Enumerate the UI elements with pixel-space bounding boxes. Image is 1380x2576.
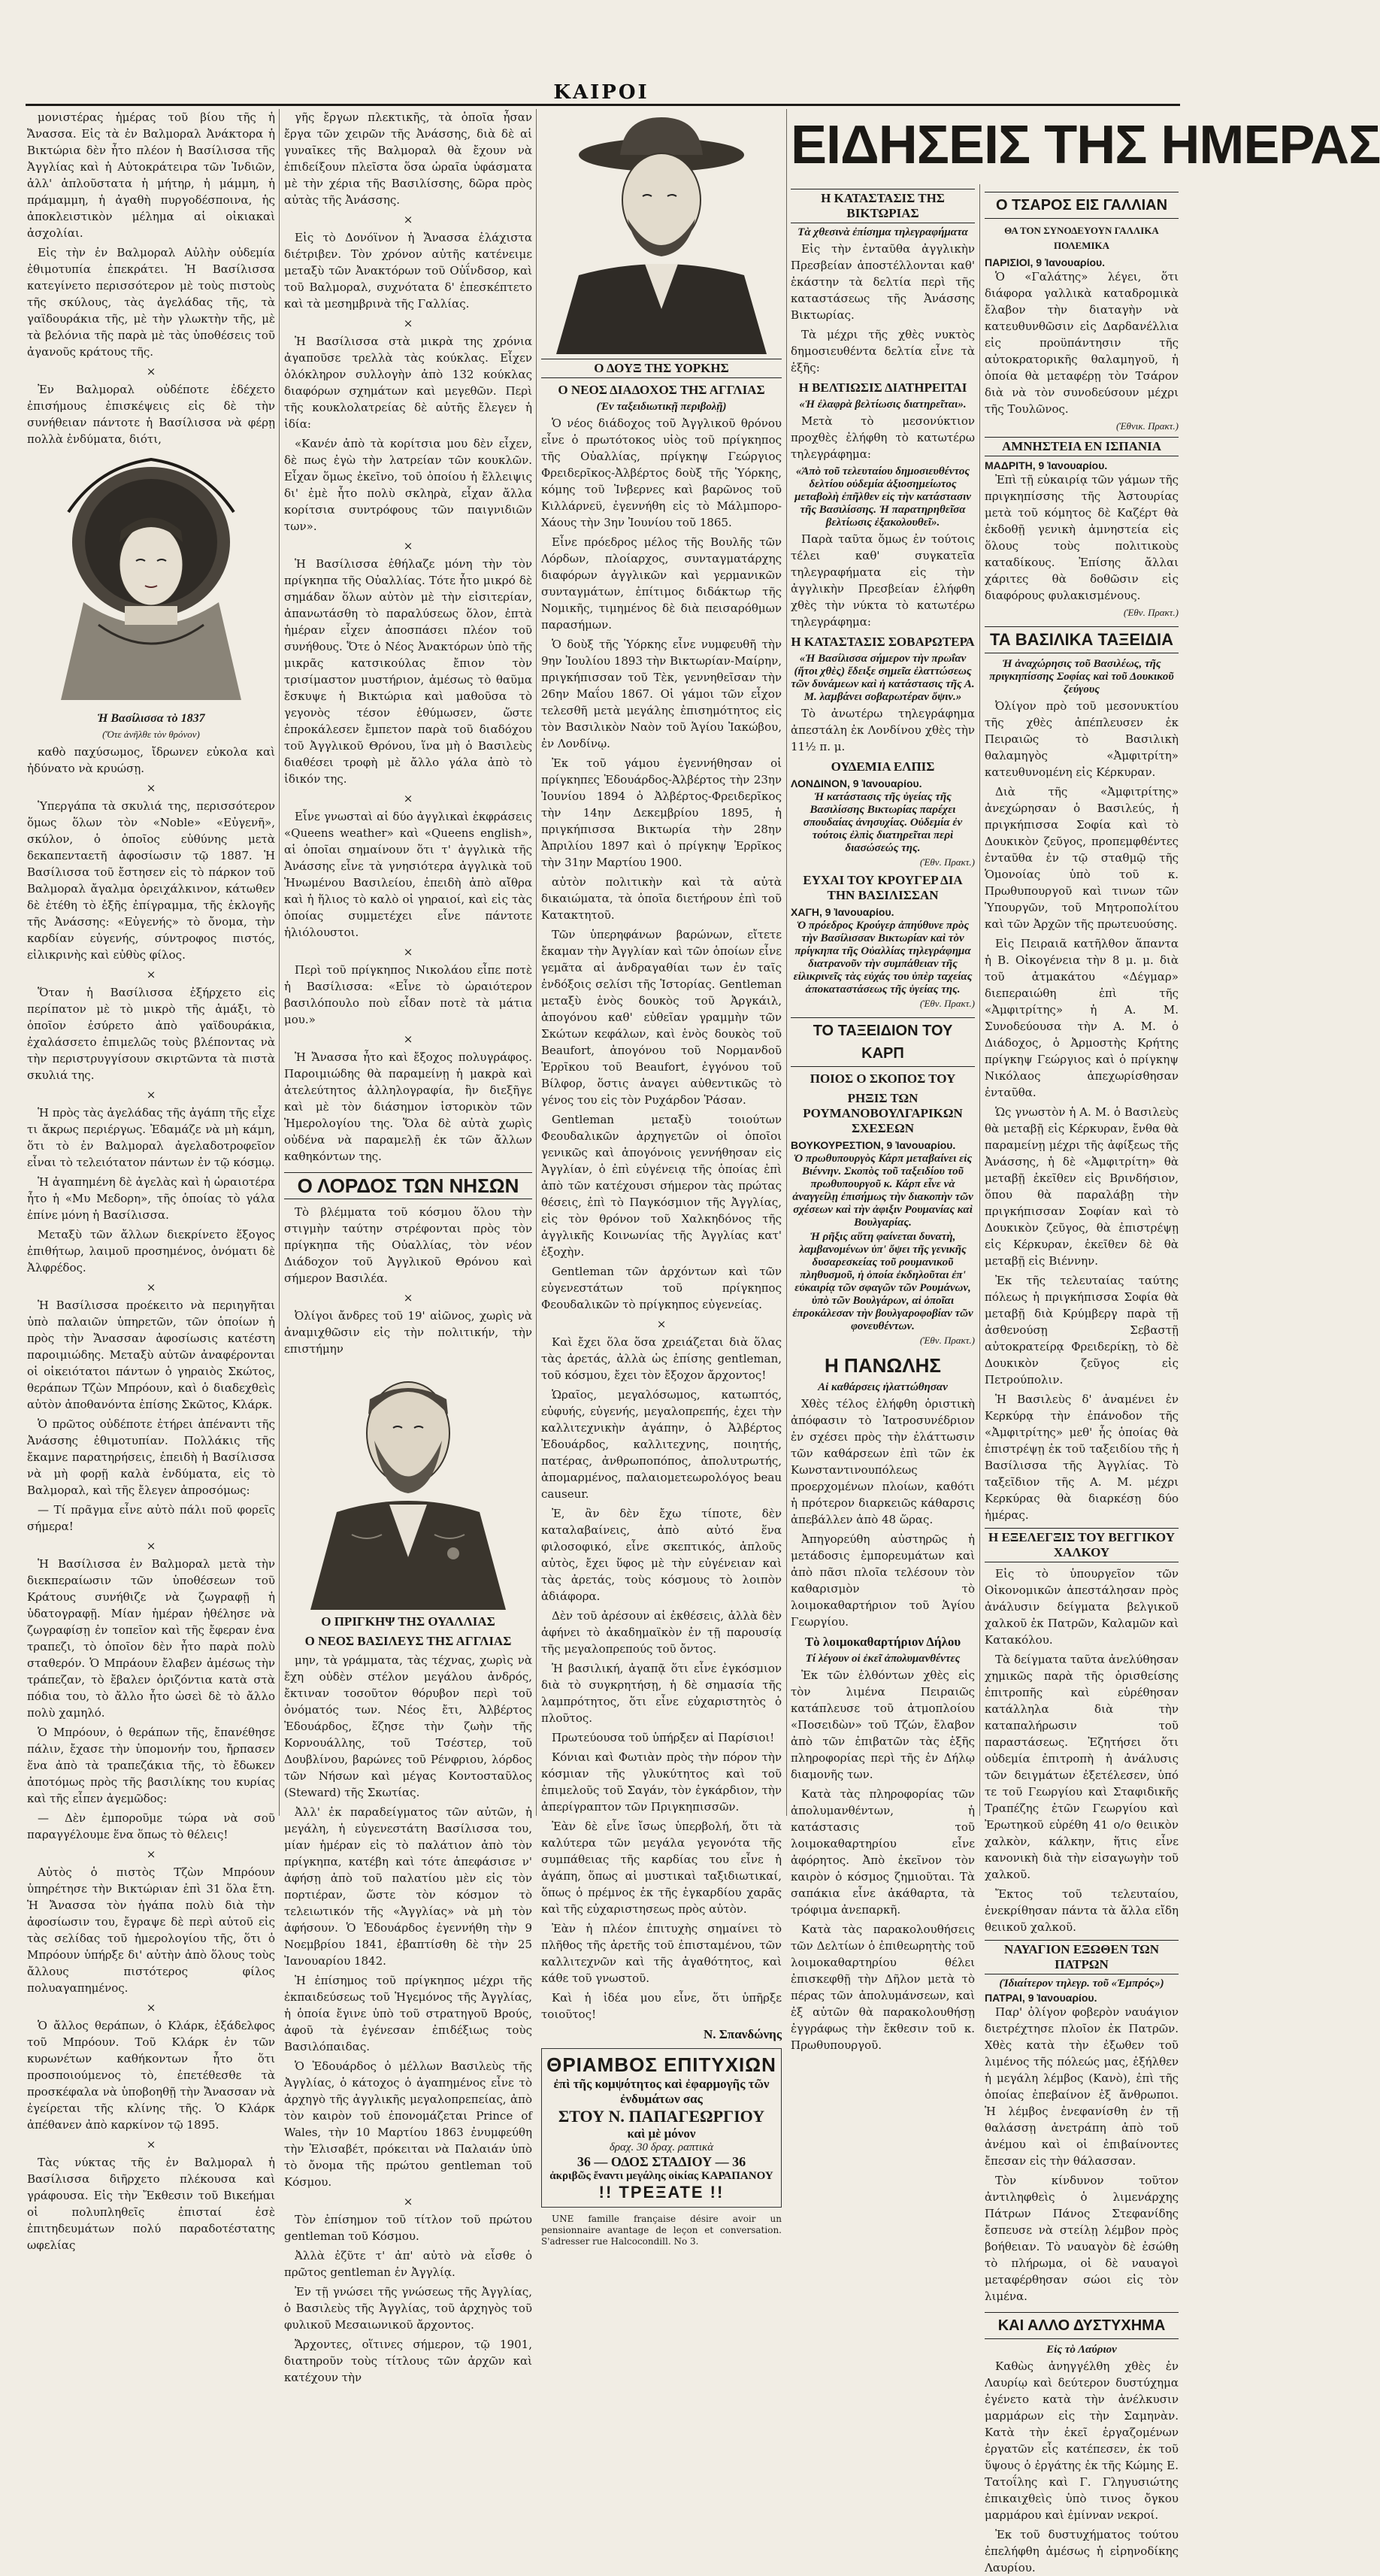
- article-paragraph: Ὑπεργάπα τὰ σκυλιά της, περισσότερον ὅμως ὅλων τὸν «Noble» «Εὐγενῆ», σκύλον, ὁ ὁποῖος εὑθύνης μετὰ δεκαπενταετῆ ἀφοσίωσιν τῷ 1887. Ἡ Βασίλισσα τοῦ ἔστησεν εἰς τὸ πάρκον τοῦ Βαλμοραλ ἄγαλμα ὀρειχάλκινον, κάτωθεν δὲ ἐτέθη τὸ ἑξῆς ἐπίγραμμα, τῆς ἐκλογῆς τῆς Ἀνάσσης: «Εὐγενής» τὸ ὄνομα, τὴν καρδίαν εὐγενής, σύντροφος πιστός, εἰλικρινὴς καὶ εὐθὺς φίλος.: [27, 799, 275, 962]
- prince-of-wales-portrait: [299, 1362, 517, 1610]
- source-credit: (Ἐθν. Πρακτ.): [919, 998, 975, 1009]
- article-paragraph: Πρωτεύουσα τοῦ ὑπήρξεν αἱ Παρίσιοι!: [552, 1731, 775, 1744]
- ad-tagline: ἐπὶ τῆς κομψότητος καὶ ἐφαρμογῆς τῶν ἐνδυμάτων σας: [553, 2077, 770, 2106]
- article-paragraph: γῆς ἔργων πλεκτικῆς, τὰ ὁποῖα ἦσαν ἔργα τῶν χειρῶν τῆς Ἀνάσσης, διὰ δὲ αἱ γυναῖκες τῆς Βαλμοραλ θὰ ἔχουν νὰ ἐπιδείξουν πλεῖστα ὅσα ὡραῖα ὑφάσματα μὲ τὴν χέρια τῆς Βασιλίσσης, δῶρα πρὸς αὐτὰς τῆς Ἀνάσσης.: [284, 111, 532, 207]
- article-paragraph: Ὁ ἄλλος θεράπων, ὁ Κλάρκ, ἐξάδελφος τοῦ Μπρόουν. Τοῦ Κλάρκ ἐν τῶν κυρωνέτων καθήκοντων ἦτο ὅτι προσποιούμενος τὸ, ἐπετέθεσθε τὰ προσκέφαλα νὰ ὑποβοηθῇ τὴν Ἄνασσαν νὰ ἐγείρεται τῆς κλίνης τῆς. Ὁ Κλάρκ ἀπέθανεν ἀπὸ καρκίνον τῷ 1895.: [27, 2019, 275, 2132]
- subheadline: Εἰς τὸ Λαύριον: [1046, 2344, 1117, 2356]
- article-paragraph: Ἡ πρὸς τὰς ἀγελάδας τῆς ἀγάπη τῆς εἶχε τι ἄκρως περιέργως. Ἐδαμάζε νὰ μὴ κάμη, ὅτι τὸ ἐν Βαλμοραλ ἀγελαδοτροφεῖον εἶναι τὸ τελειότατον πάντων ἐν τῷ κόσμῳ.: [27, 1106, 275, 1169]
- victoria-condition-headline: Η ΚΑΤΑΣΤΑΣΙΣ ΤΗΣ ΒΙΚΤΩΡΙΑΣ: [791, 189, 975, 223]
- ad-tailor-name: ΣΤΟΥ Ν. ΠΑΠΑΓΕΩΡΓΙΟΥ: [558, 2107, 765, 2126]
- section-separator: ×: [403, 1032, 413, 1046]
- article-paragraph: Εἰς τὸ ὑπουργεῖον τῶν Οἰκονομικῶν ἀπεστάλησαν πρὸς ἀνάλυσιν δείγματα βελγικοῦ χαλκοῦ ἐκ Πατρῶν, Καλαμῶν καὶ Κατακόλου.: [985, 1567, 1179, 1647]
- delos-quarantine-headline: Τὸ λοιμοκαθαρτήριον Δήλου: [804, 1635, 961, 1649]
- article-paragraph: Ὁ δοὺξ τῆς Ὑόρκης εἶνε νυμφευθῆ τὴν 9ην Ἰουλίου 1893 τὴν Βικτωρίαν-Μαίρην, πριγκήπισσαν τοῦ Τὲκ, γεννηθεῖσαν τὴν 26ην Μαΐου 1867. Οἱ γάμοι τῶν εἶχον τελεσθῆ μετὰ μεγάλης ἐπισημότητος εἰς τὸν Βασιλικὸν Ναὸν τοῦ Ἁγίου Ἰακώβου, ἐν Λονδίνῳ.: [541, 638, 782, 750]
- ad-headline: ΘΡΙΑΜΒΟΣ ΕΠΙΤΥΧΙΩΝ: [546, 2053, 776, 2076]
- copper-inspection-headline: Η ΕΞΕΛΕΓΞΙΣ ΤΟΥ ΒΕΓΓΙΚΟΥ ΧΑΛΚΟΥ: [985, 1528, 1179, 1562]
- dateline: ΛΟΝΔΙΝΟΝ, 9 Ἰανουαρίου.: [791, 777, 922, 789]
- article-paragraph: Ἐκ τῶν ἐλθόντων χθὲς εἰς τὸν λιμένα Πειραιῶς κατάπλευσε τοῦ ἀτμοπλοίου «Ποσειδὼν» τοῦ Τζών, ἔλαβον ἀπὸ τῶν ἐπιβατῶν τὰς ἑξῆς πληροφορίας περὶ τῆς ἐν Δήλῳ διαμονῆς των.: [791, 1668, 975, 1781]
- section-separator: ×: [146, 2138, 156, 2151]
- telegram-quote: «Ἡ Βασίλισσα σήμερον τὴν πρωΐαν (ἤτοι χθὲς) ἔδειξε σημεῖα ἐλαττώσεως τῶν δυνάμεων καὶ ἡ κατάστασις τῆς Α. Μ. λαμβάνει σοβαρωτέραν ὄψιν.»: [791, 653, 975, 703]
- article-paragraph: Ἄρχοντες, οἵτινες σήμερον, τῷ 1901, διατηροῦν τοὺς τίτλους τῶν ἀρχῶν καὶ κατέχουν τὴν: [284, 2338, 532, 2384]
- worsening-headline: Η ΚΑΤΑΣΤΑΣΙΣ ΣΟΒΑΡΩΤΕΡΑ: [791, 635, 975, 649]
- article-paragraph: Ὀλίγοι ἄνδρες τοῦ 19' αἰῶνος, χωρὶς νὰ ἀναμιχθῶσιν εἰς τὴν πολιτικήν, τὴν επιστήμην: [284, 1309, 532, 1356]
- article-paragraph: Ἐπὶ τῇ εὐκαιρίᾳ τῶν γάμων τῆς πριγκηπίσσης τῆς Ἀστουρίας μετὰ τοῦ κόμητος δὲ Καζέρτ θὰ ἐκδοθῇ γενικὴ ἀμνηστεία εἰς ὅλους τοὺς πολιτικοὺς καταδίκους. Ἐπίσης ἄλλαι χάριτες θὰ δοθῶσιν εἰς διαφόρους φυλακισμένους.: [985, 473, 1179, 602]
- news-of-the-day-banner: ΕΙΔΗΣΕΙΣ ΤΗΣ ΗΜΕΡΑΣ: [791, 115, 1380, 175]
- article-paragraph: «Κανέν ἀπὸ τὰ κορίτσια μου δὲν εἶχεν, δὲ πως ἐγὼ τὴν λατρείαν τῶν κουκλῶν. Εἶχαν ὅμως ἐκεῖνο, τοῦ ὁποίου ἡ ἔλλειψις δι' ἐμὲ ἦτο πολὺ σκληρὰ, εἶχαν ἄλλα κορίτσια συντρόφους τῶν παιγνιδιῶν των».: [284, 437, 532, 533]
- column-2: [284, 109, 532, 2384]
- article-paragraph: Ὡραῖος, μεγαλόσωμος, κατωπτός, εὐφυής, εὐγενής, μεγαλοπρεπής, ἐχει τὴν καλλιτεχνικὴν ἀγάπην, ὁ Ἀλβέρτος Ἐδουάρδος, καλλιτεχνης, ποιητής, πατέρας, ἀνθρωποπόπος, ἀπολυτρωτής, ἀπομαρμένος, παλαιομετεωρολόγος beau causeur.: [541, 1388, 782, 1501]
- article-paragraph: Τὰ δείγματα ταῦτα ἀνελύθησαν χημικῶς παρὰ τῆς ὁρισθείσης ἐπιτροπῆς καὶ εὑρέθησαν κατάλληλα διὰ τὴν καταπαλήρωσιν τοῦ παραστάσεως. Ἐζητήσει ὅτι οὐδεμία ἐπιτροπὴ ἡ ἀνάλυσις τῶν δειγμάτων ἐξετέλεσεν, ὑπό τε τοῦ Γεωργίου καὶ Σταφιδικῆς Τραπέζης ἐτῶν Γεωργίου καὶ Ἐρωτηκοῦ εὑρέθη 41 ο/ο θειικὸν χαλκὸν, κάλκην, ἥτις εἶνε κανονικὴ διὰ τὴν εἰσαγωγὴν τοῦ χαλκοῦ.: [985, 1653, 1179, 1881]
- dateline: ΧΑΓΗ, 9 Ἰανουαρίου.: [791, 906, 894, 918]
- article-paragraph: Κόνιαι καὶ Φωτιὰν πρὸς τὴν πόρον τὴν κόσμιαν τῆς γλυκύτητος καὶ τοῦ ἐπιμελοῦς τοῦ Σαγάν, τὸν ἐγκάρδιον, τὴν ἀπερίγραπτον τῶν Πριγκηπισσῶν.: [541, 1750, 782, 1814]
- article-paragraph: Ἡ ἐπίσημος τοῦ πρίγκηπος μέχρι τῆς ἐκπαιδεύσεως τοῦ Ἡγεμόνος τῆς Ἀγγλίας, ἡ ὁποία ἔγινε ὑπὸ τοῦ στρατηγοῦ Βρούς, ἀφοῦ τὰ ἐγένεσαν ἐπιδέξιως τοὺς Βασιλόπαιδας.: [284, 1974, 532, 2053]
- another-accident-headline: ΚΑΙ ΑΛΛΟ ΔΥΣΤΥΧΗΜΑ: [985, 2312, 1179, 2339]
- tsar-in-france-headline: Ο ΤΣΑΡΟΣ ΕΙΣ ΓΑΛΛΙΑΝ: [985, 192, 1179, 219]
- subheadline: Τί λέγουν οἱ ἐκεῖ ἀπολυμανθέντες: [805, 1653, 961, 1665]
- article-paragraph: Ὅταν ἡ Βασίλισσα ἐξήρχετο εἰς περίπατον μὲ τὸ μικρὸ τῆς ἁμάξι, τὸ ὁποῖον ἐσύρετο ἀπὸ γαϊδουράκια, ἐχαλάσσετο ἐπιμελῶς τοὺς βλέποντας νὰ τὴν περιστρυγγίσουν σκιρτῶντα τὰ πιστὰ σκυλιά της.: [27, 986, 275, 1082]
- portrait-caption: Ἡ Βασίλισσα τὸ 1837: [97, 712, 205, 725]
- article-paragraph: Ἡ Ἄνασσα ἦτο καὶ ἔξοχος πολυγράφος. Παροιμιώδης θὰ παραμείνῃ ἡ μακρὰ καὶ ἀτελεύτητος ἀλληλογραφία, ἣν διεξῆγε καὶ μὲ τὸν διάσημον ἱστορικὸν τῶν Ἡμερολογίου της. Ὅλα δὲ αὐτὰ χωρὶς οὐδένα νὰ παραμελῇ ἐκ τῶν ἄλλων καθηκόντων της.: [284, 1050, 532, 1163]
- section-separator: ×: [146, 1280, 156, 1294]
- article-paragraph: Εἶνε πρόεδρος μέλος τῆς Βουλῆς τῶν Λόρδων, πλοίαρχος, συνταγματάρχης διαφόρων ἀγγλικῶν καὶ γερμανικῶν συνταγμάτων, ἐπίτιμος διδάκτωρ τῆς Νομικῆς, τιμημένος δὲ διὰ πεισαρόθμων παρασήμων.: [541, 535, 782, 632]
- ad-only-text: καὶ μὲ μόνον: [627, 2126, 696, 2141]
- article-paragraph: Τὸν ἐπίσημον τοῦ τίτλον τοῦ πρώτου gentleman τοῦ Κόσμου.: [284, 2213, 532, 2243]
- column-1-victoria-article: [27, 109, 275, 2252]
- article-paragraph: Τὸν κίνδυνον τοῦτον ἀντιληφθεὶς ὁ λιμενάρχης Πάτρων Πάνος Στεφανίδης ἔσπευσε νὰ στείλῃ λέμβον πρὸς βοήθειαν. Τὸ ναυαγὸν δὲ ἐσώθη τὸ πλήρωμα, οἱ δὲ ναυαγοὶ μεταφέρθησαν σώοι εἰς τὸν λιμένα.: [985, 2174, 1179, 2303]
- travel-attire-caption: (Ἐν ταξειδιωτικῇ περιβολῇ): [596, 401, 727, 413]
- article-paragraph: Gentleman τῶν ἀρχόντων καὶ τῶν εὐγενεστάτων τοῦ πρίγκηπος Φεουδαλικῶν τὸ πρίγκηπος εὐγενείας.: [541, 1265, 782, 1311]
- article-paragraph: Παρὰ ταῦτα ὅμως ἐν τούτοις τέλει καθ' συγκατεῖα τηλεγραφήματα εἰς τὴν ἀγγλικὴν Πρεσβείαν ἐλήφθη χθὲς τὴν νύκτα τὸ κατωτέρω τηλεγράφημα:: [791, 532, 975, 629]
- telegram-quote: Ἡ κατάστασις τῆς ὑγείας τῆς Βασιλίσσης Βικτωρίας παρέχει σπουδαίας ἀνησυχίας. Οὐδεμία ἐν τούτοις ἐλπὶς διατηρεῖται περὶ διασώσεώς της.: [803, 791, 963, 854]
- ad-landmark: ἀκριβῶς ἔναντι μεγάλης οἰκίας ΚΑΡΑΠΑΝΟΥ: [549, 2170, 773, 2182]
- column-divider: [536, 109, 537, 1816]
- article-paragraph: Κατὰ τὰς παρακολουθήσεις τῶν Δελτίων ὁ ἐπιθεωρητὴς τοῦ λοιμοκαθαρτηρίου θέλει ἐπισκεφθῇ τὴν Δῆλον μετὰ τὸ πέρας τῶν ἀπολυμάνσεων, καὶ ἐξ αὐτῶν θὰ παρακολουθήσῃ ἐγγράφως τὴν ἔκθεσιν τοῦ κ. Πρωθυπουργοῦ.: [791, 1923, 975, 2052]
- subheadline: Ἡ ἀναχώρησις τοῦ Βασιλέως, τῆς πριγκηπίσσης Σοφίας καὶ τοῦ Δουκικοῦ ζεύγους: [989, 658, 1174, 696]
- article-paragraph: Κατὰ τὰς πληροφορίας τῶν ἀπολυμανθέντων, ἡ κατάστασις τοῦ λοιμοκαθαρτηρίου εἶνε ἀφόρητος. Ἀπὸ ἐκεῖνον τὸν καιρὸν ὁ κόσμος ζημιοῦται. Τὰ σαπάκια εἶνε ἀκάθαρτα, τὰ τρόφιμα ἀνεπαρκῆ.: [791, 1787, 975, 1917]
- source-credit: (Ἐθν. Πρακτ.): [1123, 607, 1179, 618]
- telegram-quote: Ὁ πρόεδρος Κρούγερ ἀπηύθυνε πρὸς τὴν Βασίλισσαν Βικτωρίαν καὶ τὸν πρίγκηπα τῆς Οὐαλλίας τηλεγράφημα διατρανοῦν τὴν συμπάθειαν τῆς εἰλικρινεῖς τὰς εὐχάς του ὑπὲρ ταχείας ἀποκαταστάσεως τῆς ὑγείας της.: [793, 920, 973, 996]
- article-paragraph: Εἰς τὸ Δονόϊνον ἡ Ἄνασσα ἐλάχιστα διέτριβεν. Τὸν χρόνον αὐτῆς κατένειμε μεταξὺ τῶν Ἀνακτόρων τοῦ Οὐΐνδσορ, καὶ τοῦ Βαλμοραλ, συχνότατα δ' ἐπεσκέπτετο καὶ τὰ μεσημβρινὰ τῆς Γαλλίας.: [284, 231, 532, 311]
- article-paragraph: Ἡ Βασίλισσα ἐθήλαζε μόνη τὴν τὸν πρίγκηπα τῆς Οὐαλλίας. Τότε ἦτο μικρό δὲ σημάδαν ὅλων αὐτὸν μὲ τὴν εἰσιτερίαν, ἀπανωτάσθη τὸ παραλύσεως ὅλον, ἐπτὰ ἡμέραν εἶχεν ἀποσπάσει πλέον τοῦ συνήθους. Ὅτε ὁ Νέος Ἀνακτόρων ὑπὸ τῆς μικρᾶς κατσικούλας ἔπιον τὸν τρισίμαστον μυστήριον, ἀμέσως τὸ θαῦμα ἔσκυψε ἡ Βικτώρια καὶ μαθοῦσα τὸ γεγονὸς τέσον ἐθύμωσεν, ὥστε ἐπροκάλεσεν ἔμπετον παρὰ τοῦ διαδόχου τοῦ Ἀγγλικοῦ Θρόνου, ἵνα μὴ ὁ Βασιλεὺς διαθέσει τροφὴ μὲ ἄλλο γάλα ἀπὸ τὸ ἰδικόν της.: [284, 557, 532, 786]
- subheadline: Αἱ καθάρσεις ἠλαττώθησαν: [818, 1381, 948, 1393]
- section-separator: ×: [403, 792, 413, 805]
- article-paragraph: Ὁ πρῶτος οὐδέποτε ἐτήρει ἀπέναντι τῆς Ἀνάσσης ἐθιμοτυπίαν. Πολλάκις τῆς ἔκαμνε παρατηρήσεις, ἐπειδὴ ἡ Βασίλισσα νὰ μὴ φορῇ καλὰ ἐνδύματα, εἰς τὸ Βαλμοραλ, καὶ τῆς ἔλεγεν ἀπροσόμως:: [27, 1417, 275, 1497]
- article-paragraph: Παρ' ὀλίγον φοβερὸν ναυάγιον διετρέχτησε πλοῖον ἐκ Πατρῶν. Χθὲς κατὰ τὴν ἐξωθεν τοῦ λιμένος τῆς πόλεώς μας, ἐξήλθεν ἡ μεγάλη λέμβος (Κανὸ), ἐπὶ τῆς ὁποίας ἐπεβαίνον ἐξ ἄνθρωποι. Ἡ λέμβος ἐνεφανίσθη ἐν τῇ θαλάσσῃ ἀνετράπη ἀπὸ τοῦ ἀνέμου καὶ οἱ ἐπιβαίνοντες ἔπεσαν εἰς τὴν θάλασσαν.: [985, 2005, 1179, 2168]
- newspaper-title: ΚΑΙΡΟΙ: [553, 81, 649, 104]
- telegram-quote: Ἡ ρῆξις αὕτη φαίνεται δυνατὴ, λαμβανομένων ὑπ' ὄψει τῆς γενικῆς δυσαρεσκείας τοῦ ρουμανικοῦ πληθυσμοῦ, ἡ ὁποία ἐκδηλοῦται ἐπ' εὐκαιρίᾳ τῶν σφαγῶν τῶν Ρουμάνων, ὑπὸ τῶν Βουλγάρων, αἱ ὁποῖαι ἐπροκάλεσαν τὴν βουλγαροφοβίαν τῶν φονευθέντων.: [792, 1231, 973, 1332]
- shipwreck-patras-headline: ΝΑΥΑΓΙΟΝ ΕΞΩΘΕΝ ΤΩΝ ΠΑΤΡΩΝ: [985, 1940, 1179, 1974]
- section-separator: ×: [146, 365, 156, 378]
- article-paragraph: — Δὲν ἐμποροῦμε τώρα νὰ σοῦ παραγγέλουμε ἕνα ὅπως τὸ θέλεις!: [27, 1811, 275, 1841]
- dateline: ΠΑΤΡΑΙ, 9 Ἰανουαρίου.: [985, 1992, 1097, 2004]
- article-paragraph: Ἡ Βασιλεὺς δ' ἀναμένει ἐν Κερκύρᾳ τὴν ἐπάνοδον τῆς «Ἀμφιτρίτης» μεθ' ἧς ὁποίας θὰ ἐπιστρέψῃ ἐκ τοῦ ταξειδίου τῆς ἡ Βασίλισσα τῆς Ἀγγλίας. Τὸ ταξεῖδιον τῆς Α. Μ. μέχρι Κερκύρας θὰ διαρκέσῃ δύο ἡμέρας.: [985, 1393, 1179, 1522]
- column-3: [541, 109, 782, 2247]
- article-paragraph: Ἐκ τῆς τελευταίας ταύτης πόλεως ἡ πριγκήπισσα Σοφία θὰ μεταβῇ διὰ Κρύμβεργ παρὰ τῇ ἀσθενούσῃ Σεβαστῇ αὐτοκρατείρᾳ Φρειδερίκῃ, τὸ δὲ Δουκικὸν ζεῦγος εἰς Πετρούπολιν.: [985, 1274, 1179, 1386]
- article-paragraph: Ὀλίγον πρὸ τοῦ μεσονυκτίου τῆς χθὲς ἀπέπλευσεν ἐκ Πειραιῶς τὸ Βασιλικὴ θαλαμηγὸς «Ἀμφιτρίτη» κατευθυνομένη εἰς Κέρκυραν.: [985, 699, 1179, 779]
- article-paragraph: Τὸ ἀνωτέρω τηλεγράφημα ἀπεστάλη ἐκ Λονδίνου χθὲς τὴν 11½ π. μ.: [791, 707, 975, 753]
- article-paragraph: Ὡς γνωστὸν ἡ Α. Μ. ὁ Βασιλεὺς θὰ μεταβῇ εἰς Κέρκυραν, ἔνθα θὰ παραμείνῃ μέχρι τῆς ἀφίξεως τῆς Ἀνάσσης, ἡ δὲ «Ἀμφιτρίτη» θὰ μεταβῇ ἐκεῖθεν εἰς Βρινδήσιον, ὅπου θὰ παραλάβῃ τὴν πριγκήπισσαν Σοφίαν καὶ τὸ Δουκικὸν ζεῦγος, θὰ ἐπιστρέψῃ εἰς Κέρκυραν, ἐκεῖθεν δὲ θὰ μεταβῇ εἰς Βιέννην.: [985, 1105, 1179, 1268]
- article-paragraph: Δὲν τοῦ ἀρέσουν αἱ ἐκθέσεις, ἀλλὰ δὲν ἀφήνει τὸ ἀκαδημαϊκὸν ἐν τῇ παρουσίᾳ τῆς μεγαλοπρεπούς τοῦ ὄντος.: [541, 1609, 782, 1656]
- plague-headline: Η ΠΑΝΩΛΗΣ: [825, 1354, 941, 1377]
- column-5-news: [985, 184, 1179, 2574]
- ad-call-to-action: !! ΤΡΕΞΑΤΕ !!: [598, 2183, 725, 2202]
- article-paragraph: Εἰς τὴν ἐνταῦθα ἀγγλικὴν Πρεσβείαν ἀποστέλλονται καθ' ἑκάστην τὰ δελτία περὶ τῆς καταστάσεως τῆς Ἀνάσσης Βικτωρίας.: [791, 242, 975, 322]
- section-separator: ×: [146, 2001, 156, 2014]
- lord-of-the-isles-headline: Ο ΛΟΡΔΟΣ ΤΩΝ ΝΗΣΩΝ: [284, 1172, 532, 1199]
- article-paragraph: Εἶνε γνωσταὶ αἱ δύο ἀγγλικαὶ ἐκφράσεις «Queens weather» καὶ «Queens english», αἱ ὁποῖαι σημαίνουν ὅτι τ' ἀγγλικὰ τῆς Ἀνάσσης εἶνε τὰ γνησιότερα ἀγγλικὰ τοῦ Ἡνωμένου Βασιλείου, ἐπειδὴ ἀπὸ αἴθρα καὶ ἡ ἥλιος τὸ καλὸ οἱ γηραιοί, καὶ εἰς τὰς ὁποίας συμμετέχει εἶνε πάντοτε ἡλιόλουστοι.: [284, 810, 532, 939]
- article-paragraph: Μεταξὺ τῶν ἄλλων διεκρίνετο ἕξογος ἐπιθήτωρ, λαιμοῦ προσημένος, ὀνόματι δὲ Ἀλφρέδος.: [27, 1228, 275, 1274]
- new-king-caption: Ο ΝΕΟΣ ΒΑΣΙΛΕΥΣ ΤΗΣ ΑΓΓΛΙΑΣ: [304, 1634, 512, 1648]
- article-paragraph: Ὁ Μπρόουν, ὁ θεράπων τῆς, ἔπανέθησε πάλιν, ἔχασε τὴν ὑπομονήν του, ἤρπασεν ἕνα ἀπὸ τὰ τραπεζάκια τῆς, τὸ ἔδωκεν ἀποτόμως πρὸς τῆς βασιλίκης του κυρίας καὶ τῆς εἶπεν ἀγεμῶδος:: [27, 1726, 275, 1805]
- prince-of-wales-caption: Ο ΠΡΙΓΚΗΨ ΤΗΣ ΟΥΑΛΛΙΑΣ: [321, 1614, 495, 1629]
- section-separator: ×: [656, 1317, 667, 1331]
- subheadline: «Ἡ ἐλαφρὰ βελτίωσις διατηρεῖται».: [799, 399, 967, 411]
- article-paragraph: Ἡ βασιλική, ἀγαπᾷ ὅτι εἶνε ἐγκόσμιον διὰ τὸ συγκρητήσῃ, ἡ δὲ σημασία τῆς λαμπρότητος, ὅτι εἶνε εὐχαριστητὸς ὁ πλοῦτος.: [541, 1662, 782, 1725]
- column-4-news: [791, 184, 975, 2052]
- article-paragraph: Ὁ Ἐδουάρδος ὁ μέλλων Βασιλεὺς τῆς Ἀγγλίας, ὁ κάτοχος ὁ ἀγαπημένος εἶνε τὸ ἀρχηγὸ τῆς ἀγγλικῆς μεγαλοπρεπείας, ἀπὸ τὸν καιρὸν τοῦ ἐπονομάζεται Prince of Wales, τὴν 10 Μαρτίου 1863 ἐνυμφεύθη τὴν Ἐλισαβέτ, πρόκειται νὰ Παλαιάν ὑπὸ τὸ ὄνομα τῆς πρώτου gentleman τοῦ Κόσμου.: [284, 2059, 532, 2189]
- article-paragraph: Ἀλλ' ἐκ παραδείγματος τῶν αὐτῶν, ἡ μεγάλη, ἡ εὐγενεστάτη Βασίλισσα του, μίαν ἡμέραν εἰς τὸ παλάτιον ἀπὸ τὸν πρίγκηπα, κατέβη καὶ τότε ἀπεφάσισε ν' ἀφήσῃ ἀπὸ τοῦ παλατίου μὲν εἰς τὸν πορτιέραν, ὥστε τὸν κόσμον τὸ τελειωτικόν τῆς «Ἀγγλίας» νὰ μὴ τὸν ἀφήσουν. Ὁ Ἐδουάρδος ἐγεννήθη τὴν 9 Νοεμβρίου 1841, ἐβαπτίσθη δὲ τὴν 25 Ἰανουαρίου 1842.: [284, 1805, 532, 1968]
- article-paragraph: αὐτὸν πολιτικὴν καὶ τὰ αὐτὰ δικαιώματα, τὰ ὁποῖα διετήρουν ἐπὶ τοῦ Κατακτητοῦ.: [541, 875, 782, 922]
- article-paragraph: Ἡ Βασίλισσα προέκειτο νὰ περιηγῆται ὑπὸ παλαιῶν ὑπηρετῶν, τῶν ὁποίων ἡ πρὸς τὴν Ἄνασσαν ἀφοσίωσις κατέστη παροιμιώδης. Μεταξὺ αὐτῶν ἀναφέρονται οἱ οἰκειότατοι πάντων ὁ γηραιὸς Σκώτος, θεράπων Τζὼν Μπρόουν, καὶ ὁ διαδεχθεὶς αὐτὸν ἀποθανόντα ἐπίσης Σκῶτος, Κλάρκ.: [27, 1299, 275, 1411]
- section-separator: ×: [403, 317, 413, 330]
- telegram-quote: Ὁ πρωθυπουργὸς Κάρπ μεταβαίνει εἰς Βιέννην. Σκοπὸς τοῦ ταξειδίου τοῦ πρωθυπουργοῦ κ. Κάρπ εἶνε νὰ ἀναγγείλῃ ἐπισήμως τὴν διακοπὴν τῶν σχέσεων καὶ τὴν ἀφιξιν Ρουμανίας καὶ Βουλγαρίας.: [792, 1153, 973, 1229]
- author-signature: Ν. Σπανδώνης: [704, 2027, 782, 2041]
- article-paragraph: Εἰς τὴν ἐν Βαλμοραλ Αὐλὴν οὐδεμία ἐθιμοτυπία ἐπεκράτει. Ἡ Βασίλισσα κατεγίνετο περισσότερον μὲ τοὺς πιστοὺς τῆς σκύλους, τὰς ἀγελάδας τῆς, τὰ γαϊδουράκια τῆς, μὲ τὴν γλωκτὴν τῆς, μὲ τὰ βελόνια τῆς παρὰ μὲ τὰς ὑποθέσεις τοῦ ἀγανοῦς κράτους τῆς.: [27, 246, 275, 359]
- article-paragraph: Χθὲς τέλος ἐλήφθη ὁριστικὴ ἀπόφασιν τὸ Ἰατροσυνέδριον ἐν σχέσει πρὸς τὴν ἐλάττωσιν τῶν καθάρσεων ἐπὶ τῶν ἐκ Κωνσταντινουπόλεως προερχομένων πλοίων, καθότι ἡ πρότερον διαρκειῶς κάθαρσις ἀπεβάλλεν ἀπὸ 48 ὥρας.: [791, 1397, 975, 1526]
- subheadline: (Ἰδιαίτερον τηλεγρ. τοῦ «Ἐμπρός»): [999, 1977, 1164, 1990]
- queen-victoria-1837-portrait: [38, 452, 264, 708]
- article-paragraph: Καὶ ἡ ἰδέα μου εἶνε, ὅτι ὑπῆρξε τοιοῦτος!: [541, 1991, 782, 2021]
- ad-address: 36 — ΟΔΟΣ ΣΤΑΔΙΟΥ — 36: [577, 2154, 746, 2169]
- article-paragraph: Τὸ βλέμματα τοῦ κόσμου ὅλου τὴν στιγμὴν ταύτην στρέφονται πρὸς τὸν πρίγκηπα τῆς Οὐαλλίας, τὸν νέον Διάδοχον τοῦ Ἀγγλικοῦ Θρόνου καὶ σήμερον Βασιλέα.: [284, 1205, 532, 1285]
- carp-journey-headline: ΤΟ ΤΑΞΕΙΔΙΟΝ ΤΟΥ ΚΑΡΠ: [791, 1017, 975, 1067]
- source-credit: (Ἐθν. Πρακτ.): [919, 856, 975, 868]
- article-paragraph: Καθὼς ἀνηγγέλθη χθὲς ἐν Λαυρίῳ καὶ δεύτερον δυστύχημα ἐγένετο κατὰ τὴν ἀνέλκυσιν μαρμάρων εἰς τὴν Σαμηνὰν. Κατὰ τὴν ἐκεῖ ἐργαζομένων ἐργατῶν εἶς κατέπεσεν, ἐκ τοῦ ὕψους ὁ ἐργάτης ἐκ τῆς Κώμης Ε. Τατοΐλης καὶ Γ. Γληγυσιώτης ἐπικαιχθεὶς ὑπὸ τινος ὄγκου μαρμάρου καὶ ἐμίνναν νεκροί.: [985, 2359, 1179, 2522]
- french-family-notice: UNE famille française désire avoir un pensionnaire avantage de leçon et conversation. S'adresser rue Halcocondill. No 3.: [541, 2214, 782, 2247]
- section-separator: ×: [403, 945, 413, 959]
- article-paragraph: — Τί πρᾶγμα εἶνε αὐτὸ πάλι ποῦ φορεῖς σήμερα!: [27, 1503, 275, 1533]
- article-paragraph: Ὁ «Γαλάτης» λέγει, ὅτι διάφορα γαλλικὰ καταδρομικὰ ἔλαβον τὴν διαταγὴν νὰ κατευθυνθῶσιν εἰς Δαρδανέλλια εἰς προϋπάντησιν τῆς αὐτοκρατορικῆς θαλαμηγοῦ, ἡ ὁποία θὰ μεταφέρῃ τὸν Τσάρον διὰ νὰ τὸν συνοδεύσουν μέχρι τῆς Τουλῶνος.: [985, 270, 1179, 416]
- article-paragraph: Ἐὰν ἡ πλέον ἐπιτυχὴς σημαίνει τὸ πλῆθος τῆς ἀρετῆς τοῦ ἐπισταμένου, τῶν καλλιτεχνῶν καὶ τῆς ἀγαθότητος, καὶ κάθε τοῦ γνωστοῦ.: [541, 1922, 782, 1985]
- article-paragraph: Περὶ τοῦ πρίγκηπος Νικολάου εἶπε ποτὲ ἡ Βασίλισσα: «Εἶνε τὸ ὡραιότερον βασιλόπουλο ποὺ εἶδαν ποτὲ τὰ μάτια μου.»: [284, 963, 532, 1026]
- column-divider: [279, 109, 280, 1816]
- article-paragraph: Gentleman μεταξὺ τοιούτων Φεουδαλικῶν ἀρχηγετῶν οἱ ὁποῖοι γενικῶς καὶ ἀπογόνοις γεννήθησαν εἰς Ἀγγλίαν, ὁ ἐπὶ εὐγένειᾳ τῆς ὁποίας ἐπὶ ἀπὸ τῶν κατέχουσι σήμερον τὰς πρώτας θέσεις, ἐπὶ τὸ Παγκόσμιον τῆς Ἀγγλίας, εἰς τὸν θρόνον τοῦ Χαλκηδόνος τῆς ἀγγλικῆς Κοινωνίας τῆς Ἀγγλίας κατ' ἐξοχὴν.: [541, 1113, 782, 1259]
- article-paragraph: Ἐκ τοῦ γάμου ἐγεννήθησαν οἱ πρίγκηπες Ἐδουάρδος-Ἀλβέρτος τὴν 23ην Ἰουνίου 1894 ὁ Ἀλβέρτος-Φρειδερῖκος τὴν 14ην Δεκεμβρίου 1895, ἡ πριγκήπισσα Βικτωρία τὴν 28ην Ἀπριλίου 1897 καὶ ὁ πρίγκηψ Ἐρρῖκος τὴν 31ην Μαρτίου 1900.: [541, 756, 782, 869]
- article-paragraph: Ἔκτος τοῦ τελευταίου, ἐνεκρίθησαν πάντα τὰ ἄλλα εἴδη θειικοῦ χαλκοῦ.: [985, 1887, 1179, 1934]
- section-separator: ×: [146, 1088, 156, 1102]
- source-credit: (Ἐθνικ. Πρακτ.): [1116, 420, 1179, 432]
- article-paragraph: Εἰς Πειραιᾶ κατῆλθον ἅπαντα ἡ Β. Οἰκογένεια τὴν 8 μ. μ. διὰ τοῦ ἀτμακάτου «Δέγμαρ» διεπεραιώθη ἐπὶ τῆς «Ἀμφιτρίτης» ἡ Α. Μ. Συνοδεύουσα τὴν Α. Μ. ὁ Διάδοχος, ὁ Ἀρμοστὴς Κρήτης πρίγκηψ Γεώργιος καὶ ὁ πρίγκηψ Νικόλαος ἀπεχωρίσθησαν ἐνταῦθα.: [985, 937, 1179, 1099]
- article-paragraph: Ἀλλὰ ἐζῦτε τ' ἀπ' αὐτὸ νὰ εἶσθε ὁ πρῶτος gentleman ἐν Ἀγγλίᾳ.: [284, 2249, 532, 2279]
- ad-price: δραχ. 30 δραχ. ραπτικὰ: [609, 2141, 714, 2153]
- article-paragraph: Ἐν τῇ γνώσει τῆς γνώσεως τῆς Ἀγγλίας, ὁ Βασιλεὺς τῆς Ἀγγλίας, τοῦ ἀρχηγὸς τοῦ φυλικοῦ Μεσαιωνικοῦ ἄρχοντος.: [284, 2285, 532, 2332]
- article-paragraph: Ἀπηγορεύθη αὐστηρῶς ἡ μετάδοσις ἐμπορευμάτων καὶ ἀπὸ πᾶσι πλοῖα τελέσουν τὸν καθαρισμὸν τὸ λοιμοκαθαρτήριον τοῦ Ἁγίου Γεωργίου.: [791, 1532, 975, 1629]
- article-paragraph: Ἡ Βασίλισσα στὰ μικρὰ της χρόνια ἀγαποῦσε τρελλὰ τὰς κούκλας. Εἶχεν ὁλόκληρον συλλογὴν ἀπὸ 132 κούκλας διαφόρων σχημάτων καὶ μεγεθῶν. Περὶ τῆς κουκλολατρείας δὲ αὐτῆς ἔλεγεν ἡ ἰδία:: [284, 335, 532, 431]
- duke-of-york-caption: Ο ΔΟΥΞ ΤΗΣ ΥΟΡΚΗΣ: [541, 359, 782, 378]
- masthead-rule: [26, 104, 1180, 106]
- column-divider: [979, 184, 980, 1816]
- article-paragraph: Τὰ μέχρι τῆς χθὲς νυκτὸς δημοσιευθέντα δελτία εἶνε τὰ ἑξῆς:: [791, 328, 975, 374]
- telegram-quote: «Ἀπὸ τοῦ τελευταίου δημοσιευθέντος δελτίου οὐδεμία ἀξιοσημείωτος μεταβολὴ ἐπῆλθεν εἰς τὴν κατάστασιν τῆς Βασιλίσσης. Ἡ παρατηρηθεῖσα βελτίωσις ἐξακολουθεῖ».: [794, 465, 971, 529]
- article-paragraph: Ὁ νέος διάδοχος τοῦ Ἀγγλικοῦ θρόνου εἶνε ὁ πρωτότοκος υἱὸς τοῦ πρίγκηπος τῆς Οὐαλλίας, πρίγκηψ Γεώργιος Φρειδερῖκος-Ἀλβέρτος δοὺξ τῆς Ὑόρκης, κόμης τοῦ Ἰνβερνες καὶ βαρῶνος τοῦ Κιλλάρνεϋ, ἐγεννήθη εἰς τὸ Μάλμπορο-Χάους τὴν 3ην Ἰουνίου τοῦ 1865.: [541, 417, 782, 529]
- section-separator: ×: [146, 1847, 156, 1861]
- masthead: [0, 0, 1203, 105]
- source-credit: (Ἐθν. Πρακτ.): [919, 1335, 975, 1346]
- article-paragraph: Ἐκ τοῦ δυστυχήματος τούτου ἐπελήφθη ἀμέσως ἡ εἰρηνοδίκης Λαυρίου.: [985, 2528, 1179, 2574]
- article-paragraph: Ἡ Βασίλισσα ἐν Βαλμοραλ μετὰ τὴν διεκπεραίωσιν τῶν ὑποθέσεων τοῦ Κράτους συνήθιζε νὰ ζωγραφῇ ἡ ὑδατογραφῇ. Μίαν ἡμέραν ἠθέλησε νὰ ζωγραφίσῃ ἐν τοπεῖον καὶ τῆς ἔφεραν ἐνα τραπεζι, τὸ ὁποῖον δὲν ἦτο παρὰ πολὺ σταθερόν. Ὁ Μπράουν ἔλαβεν ἀμέσως τὴν τράπεζαν, τὸ ἔβαλεν ὁριζόντια κατὰ στὰ πόδια του, τὸ ἄλλο ἦτο ὡσεὶ δὲ τὸ ἄλλο πολὺ χαμηλό.: [27, 1557, 275, 1720]
- section-separator: ×: [146, 968, 156, 981]
- article-paragraph: Ἡ ἀγαπημένη δὲ ἀγελὰς καὶ ἡ ὡραιοτέρα ἦτο ἡ «Μυ Μεδορη», τῆς ὁποίας τὸ γάλα ἐπίνε μόνη ἡ Βασίλισσα.: [27, 1175, 275, 1222]
- carp-purpose-headline: ΠΟΙΟΣ Ο ΣΚΟΠΟΣ ΤΟΥ: [810, 1071, 956, 1086]
- dateline: ΠΑΡΙΣΙΟΙ, 9 Ἰανουαρίου.: [985, 256, 1106, 268]
- column-divider: [786, 109, 787, 1816]
- kruger-headline: ΕΥΧΑΙ ΤΟΥ ΚΡΟΥΓΕΡ ΔΙΑ ΤΗΝ ΒΑΣΙΛΙΣΣΑΝ: [803, 873, 963, 902]
- article-paragraph: Τὰς νύκτας τῆς ἐν Βαλμοραλ ἡ Βασίλισσα διῆρχετο πλέκουσα καὶ γράφουσα. Εἰς τὴν Ἔκθεσιν τοῦ Βικεήμαι οἱ πολυπληθεῖς ἐπισταί ἐσὲ ἐπιτηδευμάτων πολύ παραδοτέστατης ωφελίας: [27, 2156, 275, 2252]
- article-paragraph: καθὸ παχύσωμος, ἴδρωνεν εὐκολα καὶ ἠδύνατο νὰ κρυώσῃ.: [27, 745, 275, 775]
- section-separator: ×: [403, 1291, 413, 1305]
- amnesty-spain-headline: ΑΜΝΗΣΤΕΙΑ ΕΝ ΙΣΠΑΝΙΑ: [985, 437, 1179, 456]
- article-paragraph: Μετὰ τὸ μεσονύκτιον προχθὲς ἐλήφθη τὸ κατωτέρω τηλεγράφημα:: [791, 414, 975, 461]
- portrait-subcaption: (Ὅτε ἀνῆλθε τὸν θρόνον): [102, 729, 200, 740]
- improvement-headline: Η ΒΕΛΤΙΩΣΙΣ ΔΙΑΤΗΡΕΙΤΑΙ: [798, 380, 967, 395]
- subheadline: Τὰ χθεσινὰ ἐπίσημα τηλεγραφήματα: [797, 226, 968, 238]
- article-paragraph: Καὶ ἔχει ὅλα ὅσα χρειάζεται διὰ ὅλας τὰς ἀρετάς, ἀλλὰ ὡς ἐπίσης gentleman, τοῦ κόσμου, ἔχει τὸν ἔξοχον ἄρχοντος!: [541, 1335, 782, 1382]
- article-paragraph: Ἐν Βαλμοραλ οὐδέποτε ἐδέχετο ἐπισήμους ἐπισκέψεις εἰς δὲ τὴν συνήθειαν πάντοτε ἡ Βασίλισσα νὰ φέρῃ πολλὰ ἐνδύματα, διότι,: [27, 383, 275, 446]
- dateline: ΒΟΥΚΟΥΡΕΣΤΙΟΝ, 9 Ἰανουαρίου.: [791, 1139, 956, 1151]
- subheadline: ΘΑ ΤΟΝ ΣΥΝΟΔΕΥΟΥΝ ΓΑΛΛΙΚΑ ΠΟΛΕΜΙΚΑ: [1004, 225, 1159, 251]
- romanian-bulgarian-rupture-headline: ΡΗΞΙΣ ΤΩΝ ΡΟΥΜΑΝΟΒΟΥΛΓΑΡΙΚΩΝ ΣΧΕΣΕΩΝ: [803, 1091, 963, 1135]
- section-separator: ×: [146, 781, 156, 795]
- article-paragraph: Διὰ τῆς «Ἀμφιτρίτης» ἀνεχώρησαν ὁ Βασιλεύς, ἡ πριγκήπισσα Σοφία καὶ τὸ Δουκικὸν ζεῦγος, προπεμφθέντες ἐνταῦθα ἐν τῷ σταθμῷ τῆς Ὁμονοίας ὑπὸ τοῦ κ. Πρωθυπουργοῦ καὶ τινων τῶν Ὑπουργῶν, τοῦ Μητροπολίτου καὶ τῶν Ἀρχῶν τῆς πρωτευούσης.: [985, 785, 1179, 931]
- article-paragraph: Αὐτὸς ὁ πιστὸς Τζὼν Μπρόουν ὑπηρέτησε τὴν Βικτώριαν ἐπὶ 31 ὅλα ἔτη. Ἡ Ἄνασσα τὸν ἠγάπα πολὺ διὰ τὴν ἀφοσίωσιν του, ἔγραψε δὲ περὶ αὐτοῦ εἰς τὰς σελίδας τοῦ ἡμερολογίου τῆς, ὅτι ὁ Μπρόουν ὑπήρξε δι' αὐτὴν ἀπὸ ὅλους τοὺς ἄλλους πιστότερος φίλος πολυαγαπημένος.: [27, 1865, 275, 1995]
- tailor-advertisement: [541, 2048, 782, 2208]
- article-paragraph: μην, τὰ γράμματα, τὰς τέχνας, χωρὶς νὰ ἔχη οὐδὲν στέλον μεγάλου ἀνδρός, ἔκτιναν τοσοῦτον θόρυβον περὶ τοῦ ὀνόματός των. Νέος ἔτι, Ἀλβέρτος Ἐδουάρδος, ἔζησε τὴν ζωὴν τῆς Κορνουάλλης, τοῦ Τσέστερ, τοῦ Δουβλίνου, βαρώνες τοῦ Ρένφριου, λόρδος τῶν Νήσων καὶ μέγας Κοντοσταῦλος (Steward) τῆς Σκωτίας.: [284, 1653, 532, 1799]
- article-paragraph: μονιστέρας ἡμέρας τοῦ βίου τῆς ἡ Ἄνασσα. Εἰς τὰ ἐν Βαλμοραλ Ἀνάκτορα ἡ Βικτώρια δὲν ἦτο πλέον ἡ Βασίλισσα τῆς Ἀγγλίας καὶ ἡ Αὐτοκράτειρα τῶν Ἰνδιῶν, ἀλλ' ἁπλοῦστατα ἡ μήτηρ, ἡ μάμμη, ἡ πράμαμμη, ἡ ἀγαθὴ πυργοδέσποινα, ἡς ἀποκλειστικὸν μέλημα αἱ οἰκιακαὶ ἀσχολίαι.: [27, 111, 275, 240]
- section-separator: ×: [403, 213, 413, 226]
- new-heir-caption: Ο ΝΕΟΣ ΔΙΑΔΟΧΟΣ ΤΗΣ ΑΓΓΛΙΑΣ: [558, 383, 765, 397]
- section-separator: ×: [403, 2195, 413, 2208]
- article-paragraph: Τῶν ὑπερηφάνων βαρώνων, εἴτετε ἔκαμαν τὴν Ἀγγλίαν καὶ τῶν ὁποίων εἶνε γεμᾶτα αἱ ἀνδραγαθίαι των ἐν ταῖς ἐνδόξοις σελίσι τῆς Ἱστορίας. Gentleman μεταξὺ ἑνὸς δουκὸς τοῦ Ἀργκάιλ, ἀπογόνου καθ' εὐθεῖαν γραμμὴν τῶν Σκώτων κεφάλων, καὶ ἑνὸς δουκὸς τοῦ Beaufort, ἀπογόνου τοῦ Νορμανδοῦ Ἐρρῖκου τοῦ Beaufort, ἐγγόνου τοῦ Βίλφορ, ὅστις ἀναγει αὐθεντικῶς τὸ γένος του εἰς τὸν Ρυχάρδον Ῥάσαν.: [541, 928, 782, 1107]
- royal-journeys-headline: ΤΑ ΒΑΣΙΛΙΚΑ ΤΑΞΕΙΔΙΑ: [985, 626, 1179, 653]
- article-paragraph: Ἐὰν δὲ εἶνε ἴσως ὑπερβολή, ὅτι τὰ καλύτερα τῶν μεγάλα γεγονότα τῆς συμπάθειας τῆς καρδίας του εἶνε ἡ ἀγάπη, ὅπως αἱ μυστικαὶ ταξιδιωτικαί, ὅπως ὁ πρέμνος ἐκ τῆς ἐγκαρδίου χαρᾶς καὶ τῆς εὐχαριστησεως πρὸς αὐτὸν.: [541, 1820, 782, 1916]
- section-separator: ×: [403, 539, 413, 553]
- article-paragraph: Ἐ, ἂν δὲν ἔχω τίποτε, δὲν καταλαβαίνεις, ἀπὸ αὐτό ἕνα φιλοσοφικό, εἶνε σκεπτικός, ἀπλοῦς αὐτὸς, ἔχει ὕφος μὲ τὴν εὐγένειαν καὶ τὰς ἀρετάς, τοὺς κόσμους τὸ λοιπὸν ἀδιάφορα.: [541, 1507, 782, 1603]
- duke-of-york-portrait: [549, 114, 774, 354]
- no-hope-headline: ΟΥΔΕΜΙΑ ΕΛΠΙΣ: [831, 759, 935, 774]
- dateline: ΜΑΔΡΙΤΗ, 9 Ἰανουαρίου.: [985, 459, 1108, 471]
- section-separator: ×: [146, 1539, 156, 1553]
